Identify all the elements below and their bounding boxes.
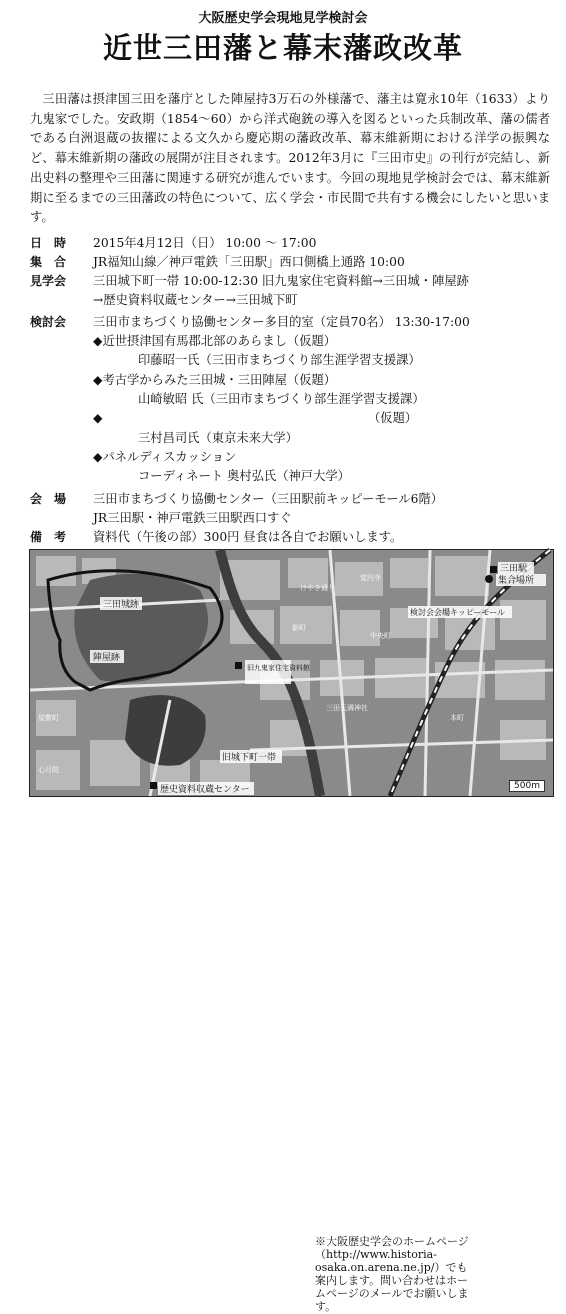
tour-row <box>30 272 560 291</box>
meet-label: 集合 <box>30 255 79 269</box>
map-label-kakuenji: 覚円寺 <box>360 574 381 582</box>
talk3-title-text: ◆ <box>93 411 103 425</box>
pond <box>125 695 206 766</box>
talk1-title-text: ◆近世摂津国有馬郡北部のあらまし（仮題） <box>93 334 337 348</box>
station-marker <box>490 566 497 573</box>
talk3-speaker-text: 三村昌司氏（東京未来大学） <box>138 431 298 445</box>
map-label-station: 三田駅 <box>500 564 528 574</box>
area-map[interactable] <box>29 549 554 1313</box>
kuki-marker <box>235 662 242 669</box>
meet-value: JR福知山線／神戸電鉄「三田駅」西口側橋上通路 10:00 <box>93 255 405 269</box>
talk1-speaker-text: 印藤昭一氏（三田市まちづくり部生涯学習支援課） <box>138 353 421 367</box>
website-notice: ※大阪歴史学会のホームページ（http://www.historia-osaka.on.arena.ne.jp/）でも案内します。問い合わせはホームページのメールでお願いします。 <box>312 1234 478 1314</box>
map-label-yashiki: 屋敷町 <box>38 714 59 722</box>
talk2-speaker <box>30 390 560 409</box>
organizer: 大阪歴史学会現地見学検討会 <box>198 11 368 26</box>
map-label-kuki: 旧九鬼家住宅資料館 <box>247 664 310 672</box>
talk3-note-text: （仮題） <box>368 411 418 425</box>
map-label-archive: 歴史資料収蔵センター <box>160 785 250 795</box>
tour-row-2 <box>30 291 560 310</box>
map-label-jinya: 陣屋跡 <box>93 653 121 663</box>
map-label-venue: 検討会会場キッピーモール <box>410 608 506 617</box>
map-graphic <box>30 550 553 796</box>
map-label-honmachi: 本町 <box>450 714 464 722</box>
talk3-title <box>30 409 560 428</box>
tour-label: 見学会 <box>30 274 67 288</box>
meeting-row <box>30 313 560 332</box>
talk1-title <box>30 332 560 351</box>
date-label: 日時 <box>30 236 79 250</box>
meeting-marker <box>485 575 493 583</box>
map-label-castle: 三田城跡 <box>103 600 140 610</box>
talk3-speaker <box>30 429 560 448</box>
archive-marker <box>150 782 157 789</box>
date-row <box>30 234 560 253</box>
intro-paragraph: 三田藩は摂津国三田を藩庁とした陣屋持3万石の外様藩で、藩主は寛永10年（1633）より九鬼家でした。安政期（1854～60）から洋式砲銃の導入を図るといった兵制改革、藩の儒者である白洲退蔵の抜擢による文久から慶応期の藩政改革、幕末維新期における洋学の振興など、幕末維新期の藩政の展開が注目されます。2012年3月に『三田市史』の刊行が完結し、新出史料の整理や三田藩に関連する研究が進んでいます。今回の現地見学検討会では、幕末維新期に至るまでの三田藩政の特色について、広く学会・市民間で共有する機会にしたいと思います。 <box>30 92 550 225</box>
panel-coordinator-text: コーディネート 奥村弘氏（神戸大学） <box>138 469 350 483</box>
venue-value-2: JR三田駅・神戸電鉄三田駅西口すぐ <box>93 511 292 525</box>
map-scale: 500m <box>509 780 545 792</box>
tour-value-2: →歴史資料収蔵センター→三田城下町 <box>93 293 298 307</box>
venue-label: 会場 <box>30 492 79 506</box>
venue-value: 三田市まちづくり協働センター（三田駅前キッピーモール6階） <box>93 492 444 506</box>
talk2-title-text: ◆考古学からみた三田城・三田陣屋（仮題） <box>93 373 337 387</box>
talk2-title <box>30 371 560 390</box>
meeting-value: 三田市まちづくり協働センター多目的室（定員70名） 13:30-17:00 <box>93 315 470 329</box>
panel-title-text: ◆パネルディスカッション <box>93 450 237 464</box>
remarks-value: 資料代（午後の部）300円 昼食は各自でお願いします。 <box>93 530 403 544</box>
panel-title <box>30 448 560 467</box>
map-label-shinmachi: 新町 <box>292 624 306 632</box>
remarks-row <box>30 528 560 547</box>
talk1-speaker <box>30 351 560 370</box>
map-label-kinsei: 心月院 <box>38 766 59 774</box>
talk2-speaker-text: 山崎敏昭 氏（三田市まちづくり部生涯学習支援課） <box>138 392 425 406</box>
remarks-label: 備考 <box>30 530 79 544</box>
meet-row <box>30 253 560 272</box>
tour-value: 三田城下町一帯 10:00-12:30 旧九鬼家住宅資料館→三田城・陣屋跡 <box>93 274 469 288</box>
venue-row <box>30 490 560 509</box>
panel-coordinator <box>30 467 560 486</box>
map-label-meeting: 集合場所 <box>498 576 535 586</box>
intro-text <box>30 90 550 228</box>
map-label-keyaki: けやき通り <box>300 584 335 592</box>
map-label-chuo: 中央町 <box>370 632 391 640</box>
venue-row-2 <box>30 509 560 528</box>
map-label-castle-town: 旧城下町一帯 <box>222 753 277 763</box>
meeting-label: 検討会 <box>30 315 67 329</box>
page-title: 近世三田藩と幕末藩政改革 <box>102 31 463 65</box>
map-label-shrine: 三田天満神社 <box>326 704 368 712</box>
date-value: 2015年4月12日（日） 10:00 ～ 17:00 <box>93 236 317 250</box>
